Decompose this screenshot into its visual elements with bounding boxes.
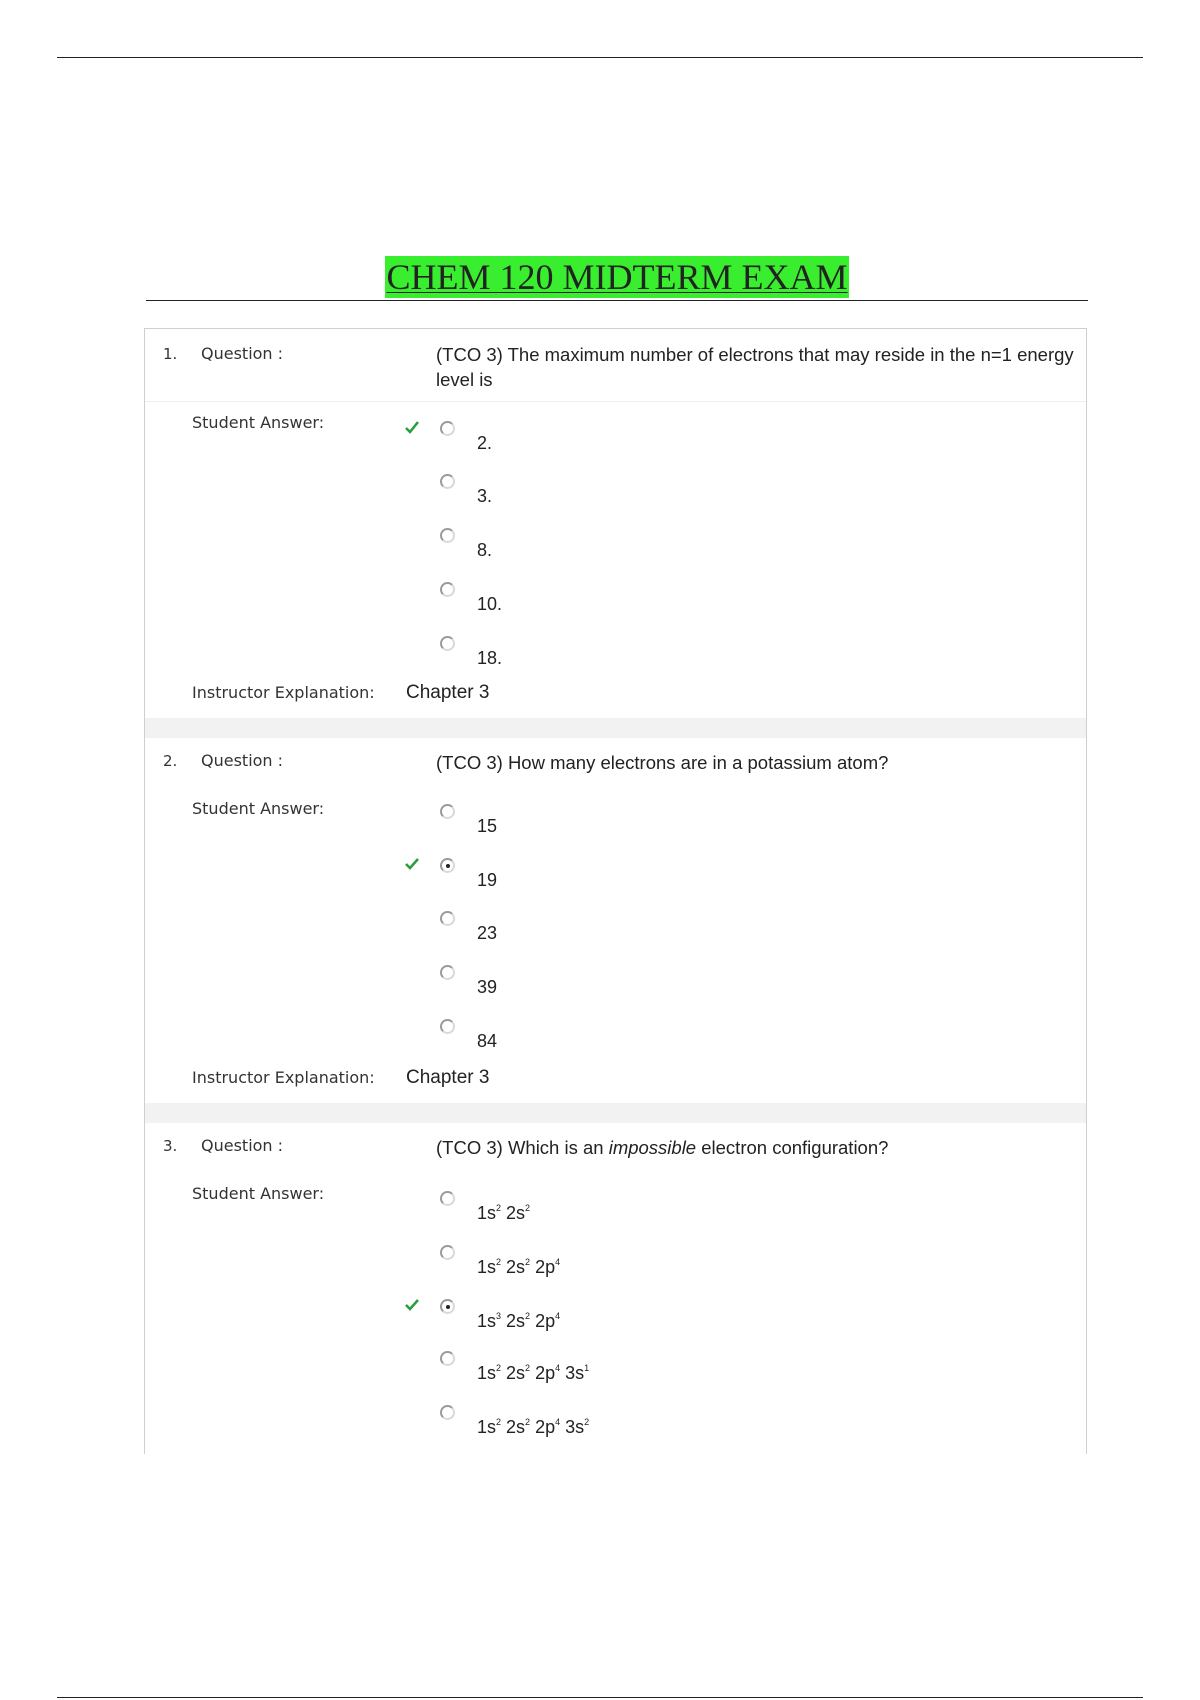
question-text: (TCO 3) The maximum number of electrons that may reside in the n=1 energy level is — [436, 344, 1074, 390]
answer-option[interactable] — [145, 1405, 1086, 1445]
question-text-post: electron configuration? — [696, 1137, 889, 1158]
electron-count: 2 — [496, 1417, 502, 1427]
answer-option[interactable] — [145, 528, 1086, 568]
radio-button[interactable] — [440, 1351, 455, 1366]
electron-count: 2 — [584, 1417, 590, 1427]
option-label: 23 — [477, 923, 498, 943]
orbital-term: 1s — [477, 1417, 497, 1437]
answer-option[interactable] — [145, 1245, 1086, 1285]
orbital-term: 1s — [477, 1311, 497, 1331]
question-separator — [145, 1103, 1086, 1123]
orbital-term: 1s — [477, 1203, 497, 1223]
answer-option[interactable] — [145, 804, 1086, 844]
radio-button[interactable] — [440, 804, 455, 819]
answer-option[interactable] — [145, 474, 1086, 514]
question-label: Question : — [201, 1136, 284, 1155]
orbital-term: 1s — [477, 1257, 497, 1277]
electron-count: 1 — [584, 1363, 590, 1373]
question-text: (TCO 3) How many electrons are in a potassium atom? — [436, 752, 889, 773]
electron-count: 4 — [555, 1257, 561, 1267]
radio-button[interactable] — [440, 474, 455, 489]
answer-option[interactable] — [145, 1019, 1086, 1059]
question-1 — [145, 329, 1086, 719]
orbital-term: 3s — [565, 1363, 585, 1383]
option-label: 84 — [477, 1031, 498, 1051]
question-text — [436, 1135, 1076, 1160]
orbital-term: 2s — [506, 1311, 526, 1331]
electron-count: 3 — [496, 1311, 502, 1321]
divider — [145, 401, 1086, 402]
question-number: 1. — [163, 345, 178, 363]
option-label: 8. — [477, 540, 493, 560]
electron-count: 2 — [525, 1311, 531, 1321]
option-label: 18. — [477, 648, 503, 668]
electron-count: 2 — [496, 1203, 502, 1213]
electron-count: 2 — [496, 1363, 502, 1373]
orbital-term: 2p — [535, 1363, 556, 1383]
option-label: 39 — [477, 977, 498, 997]
electron-count: 2 — [525, 1363, 531, 1373]
radio-button[interactable] — [440, 1019, 455, 1034]
option-label: 2. — [477, 433, 493, 453]
question-label: Question : — [201, 344, 284, 363]
radio-button[interactable] — [440, 528, 455, 543]
orbital-term: 2s — [506, 1203, 526, 1223]
radio-dot — [446, 864, 450, 868]
radio-button[interactable] — [440, 911, 455, 926]
option-label: 10. — [477, 594, 503, 614]
question-3 — [145, 1123, 1086, 1455]
answer-option-selected[interactable] — [145, 858, 1086, 898]
orbital-term: 2p — [535, 1311, 556, 1331]
answer-option-selected[interactable] — [145, 1299, 1086, 1339]
top-rule — [57, 57, 1143, 58]
radio-dot — [446, 1305, 450, 1309]
orbital-term: 1s — [477, 1363, 497, 1383]
orbital-term: 2s — [506, 1417, 526, 1437]
option-label: 19 — [477, 870, 498, 890]
answer-option[interactable] — [145, 582, 1086, 622]
radio-button[interactable] — [440, 1405, 455, 1420]
instructor-explanation-label: Instructor Explanation: — [192, 683, 375, 702]
instructor-explanation-text: Chapter 3 — [406, 682, 490, 703]
correct-check-icon — [404, 856, 420, 872]
electron-count: 2 — [525, 1203, 531, 1213]
correct-check-icon — [404, 1297, 420, 1313]
radio-button-selected[interactable] — [440, 1299, 455, 1314]
question-text-emphasis: impossible — [608, 1137, 697, 1158]
option-label — [477, 1203, 535, 1224]
question-label: Question : — [201, 751, 284, 770]
answer-option[interactable] — [145, 421, 1086, 461]
orbital-term: 3s — [565, 1417, 585, 1437]
student-answer-label: Student Answer: — [192, 799, 325, 818]
electron-count: 2 — [525, 1417, 531, 1427]
orbital-term: 2s — [506, 1257, 526, 1277]
answer-option[interactable] — [145, 911, 1086, 951]
question-number: 3. — [163, 1137, 178, 1155]
question-2 — [145, 738, 1086, 1108]
title-bar — [146, 256, 1088, 301]
electron-count: 2 — [525, 1257, 531, 1267]
page-title: CHEM 120 MIDTERM EXAM — [386, 257, 848, 297]
electron-count: 4 — [555, 1417, 561, 1427]
option-label — [477, 1363, 594, 1384]
orbital-term: 2p — [535, 1257, 556, 1277]
electron-count: 4 — [555, 1363, 561, 1373]
option-label — [477, 1417, 594, 1438]
student-answer-label: Student Answer: — [192, 1184, 325, 1203]
exam-panel — [144, 328, 1087, 1454]
student-answer-label: Student Answer: — [192, 413, 325, 432]
instructor-explanation-text: Chapter 3 — [406, 1067, 490, 1088]
electron-count: 2 — [496, 1257, 502, 1267]
radio-button[interactable] — [440, 1245, 455, 1260]
option-label: 15 — [477, 816, 498, 836]
bottom-rule — [57, 1697, 1143, 1698]
electron-count: 4 — [555, 1311, 561, 1321]
orbital-term: 2p — [535, 1417, 556, 1437]
radio-button[interactable] — [440, 636, 455, 651]
question-number: 2. — [163, 752, 178, 770]
question-text-pre: (TCO 3) Which is an — [436, 1137, 609, 1158]
radio-button[interactable] — [440, 582, 455, 597]
answer-option[interactable] — [145, 965, 1086, 1005]
option-label — [477, 1257, 565, 1278]
answer-option[interactable] — [145, 1191, 1086, 1231]
question-separator — [145, 718, 1086, 738]
orbital-term: 2s — [506, 1363, 526, 1383]
instructor-explanation-label: Instructor Explanation: — [192, 1068, 375, 1087]
radio-button[interactable] — [440, 421, 455, 436]
radio-button[interactable] — [440, 965, 455, 980]
correct-check-icon — [404, 419, 420, 435]
option-label — [477, 1311, 565, 1332]
radio-button-selected[interactable] — [440, 858, 455, 873]
answer-option[interactable] — [145, 1351, 1086, 1391]
radio-button[interactable] — [440, 1191, 455, 1206]
option-label: 3. — [477, 486, 493, 506]
answer-option[interactable] — [145, 636, 1086, 676]
